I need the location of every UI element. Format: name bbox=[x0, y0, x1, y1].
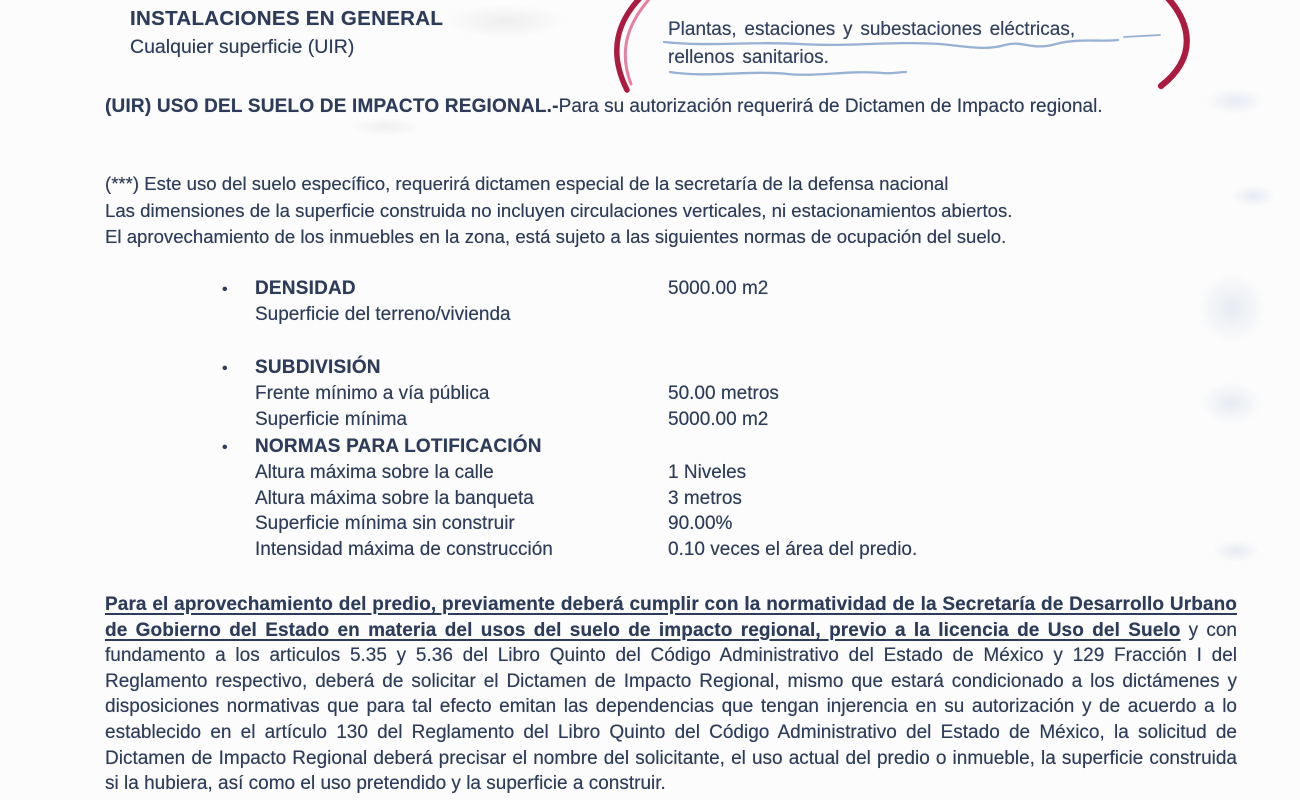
section-heading: SUBDIVISIÓN bbox=[255, 356, 381, 378]
intro-paragraph bbox=[105, 94, 1195, 120]
note-line: (***) Este uso del suelo específico, requerirá dictamen especial de la secretaría de la defensa nacional bbox=[105, 173, 949, 194]
spec-value: 5000.00 m2 bbox=[668, 408, 769, 430]
spec-row bbox=[222, 460, 917, 485]
footer-paragraph bbox=[105, 592, 1237, 797]
squiggle-dash-icon bbox=[1124, 35, 1160, 37]
spec-section-subdivision bbox=[222, 355, 917, 432]
doc-title: INSTALACIONES EN GENERAL bbox=[130, 7, 444, 30]
bullet-icon: • bbox=[222, 439, 228, 457]
bleed-smudge bbox=[350, 118, 420, 136]
spec-label: Frente mínimo a vía pública bbox=[255, 383, 490, 405]
doc-header bbox=[130, 6, 443, 60]
section-heading-row bbox=[222, 276, 917, 302]
spec-section-densidad bbox=[222, 276, 917, 328]
bleed-smudge bbox=[445, 4, 565, 38]
bullet-icon: • bbox=[222, 281, 228, 298]
spec-label: Superficie del terreno/vivienda bbox=[255, 304, 511, 326]
note-line: Las dimensiones de la superficie construida no incluyen circulaciones verticales, ni estacionamientos abiertos. bbox=[105, 199, 1013, 221]
bleed-smudge bbox=[1200, 382, 1262, 424]
spec-label: Superficie mínima sin construir bbox=[255, 513, 515, 535]
section-heading: NORMAS PARA LOTIFICACIÓN bbox=[255, 436, 542, 458]
squiggle-underline-icon bbox=[670, 72, 906, 75]
bullet-icon: • bbox=[222, 359, 228, 377]
spec-row bbox=[222, 381, 917, 406]
spec-label: Altura máxima sobre la calle bbox=[255, 462, 494, 484]
red-paren-left-icon bbox=[617, 0, 646, 90]
annotation-line-1: Plantas, estaciones y subestaciones eléctricas, bbox=[668, 19, 1076, 40]
spec-value: 3 metros bbox=[668, 487, 742, 509]
spec-row bbox=[222, 302, 917, 327]
spec-value: 1 Niveles bbox=[668, 462, 747, 484]
intro-rest: Para su autorización requerirá de Dictamen de Impacto regional. bbox=[558, 96, 1103, 117]
section-heading-row bbox=[222, 434, 917, 460]
spec-value: 5000.00 m2 bbox=[668, 278, 769, 299]
spec-row bbox=[222, 537, 917, 562]
section-heading: DENSIDAD bbox=[255, 278, 356, 299]
spec-row bbox=[222, 486, 917, 511]
footer-lead: Para el aprovechamiento del predio, previamente deberá cumplir con la normatividad de la Secretaría de Desarrollo Urbano de Gobierno del Estado en materia del usos del suelo de impacto regional, previo a la licencia de Uso del Suelo bbox=[105, 594, 1237, 641]
red-paren-right-icon bbox=[1160, 0, 1187, 86]
footer-rest: y con fundamento a los articulos 5.35 y 5.36 del Libro Quinto del Código Administrativo del Estado de México y 129 Fracción I del Reglamento respectivo, deberá de solicitar el Dictamen de Impacto Regional, mismo que estará condicionado a los dictámenes y disposiciones normativas que para tal efecto emitan las dependencias que tengan injerencia en su autorización y de acuerdo a lo establecido en el artículo 130 del Reglamento del Libro Quinto del Código Administrativo del Estado de México, la solicitud de Dictamen de Impacto Regional deberá precisar el nombre del solicitante, el uso actual del predio o inmueble, la superficie construida si la hubiera, así como el uso pretendido y la superficie a construir. bbox=[105, 619, 1237, 795]
section-heading-row bbox=[222, 355, 917, 381]
annotation-note bbox=[668, 16, 1075, 72]
spec-row bbox=[222, 407, 917, 432]
bleed-smudge bbox=[1198, 272, 1266, 344]
spec-label: Intensidad máxima de construcción bbox=[255, 538, 553, 560]
spec-section-normas bbox=[222, 434, 917, 562]
red-paren-left-highlight-icon bbox=[625, 0, 652, 84]
annotation-line-2: rellenos sanitarios. bbox=[668, 47, 829, 68]
spec-value: 0.10 veces el área del predio. bbox=[668, 538, 918, 560]
intro-lead: (UIR) USO DEL SUELO DE IMPACTO REGIONAL.- bbox=[105, 96, 559, 117]
spec-row bbox=[222, 511, 917, 536]
bleed-smudge bbox=[1205, 88, 1265, 114]
doc-subtitle: Cualquier superficie (UIR) bbox=[130, 36, 355, 58]
spec-label: Altura máxima sobre la banqueta bbox=[255, 487, 534, 509]
spec-label: Superficie mínima bbox=[255, 408, 408, 430]
spec-value: 90.00% bbox=[668, 513, 733, 535]
note-line: El aprovechamiento de los inmuebles en la zona, está sujeto a las siguientes normas de ocupación del suelo. bbox=[105, 226, 1007, 247]
spec-list bbox=[222, 276, 917, 562]
notes-block bbox=[105, 171, 1245, 251]
bleed-smudge bbox=[1212, 540, 1260, 562]
spec-value: 50.00 metros bbox=[668, 383, 779, 405]
